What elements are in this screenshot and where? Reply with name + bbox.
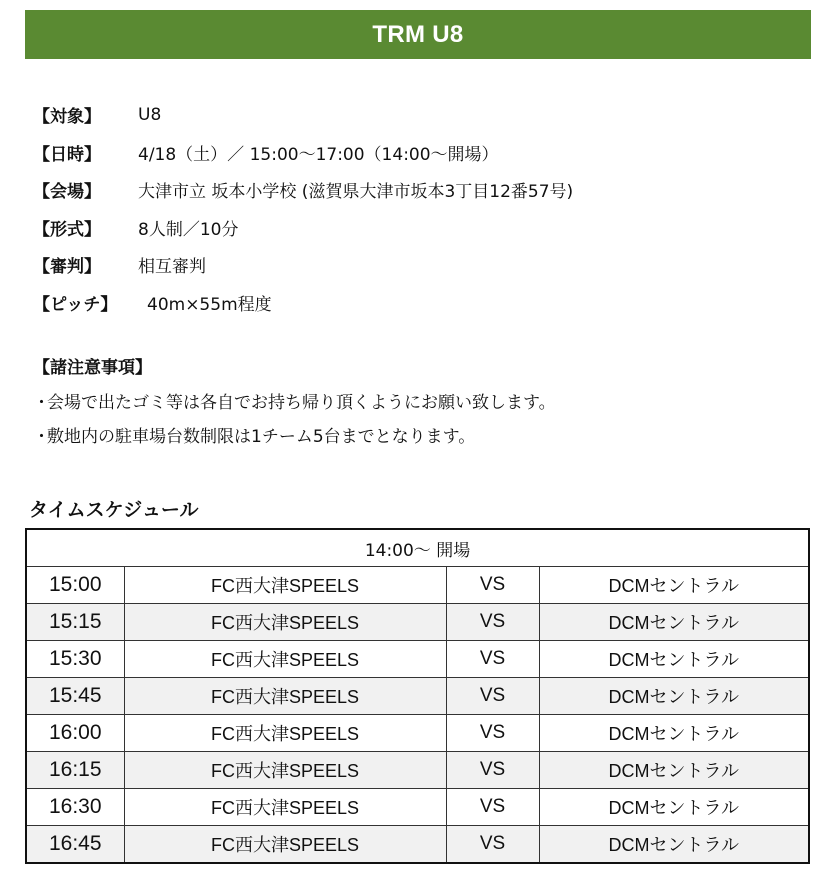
info-value: 8人制／10分 bbox=[138, 219, 239, 240]
home-team-cell: FC西大津SPEELS bbox=[124, 604, 446, 641]
info-row-format bbox=[33, 209, 793, 247]
time-cell: 15:30 bbox=[26, 641, 124, 678]
table-row bbox=[26, 826, 809, 864]
table-row bbox=[26, 752, 809, 789]
time-cell: 16:30 bbox=[26, 789, 124, 826]
info-value: 大津市立 坂本小学校 (滋賀県大津市坂本3丁目12番57号) bbox=[138, 182, 574, 203]
notes-heading: 【諸注意事項】 bbox=[33, 357, 152, 378]
time-cell: 15:15 bbox=[26, 604, 124, 641]
info-value: 40m×55m程度 bbox=[147, 294, 272, 315]
away-team-cell: DCMセントラル bbox=[539, 715, 809, 752]
title-banner bbox=[25, 10, 811, 59]
info-label: 【審判】 bbox=[33, 257, 101, 278]
opening-row bbox=[26, 529, 809, 567]
info-row-pitch bbox=[33, 284, 793, 322]
away-team-cell: DCMセントラル bbox=[539, 752, 809, 789]
table-row bbox=[26, 567, 809, 604]
home-team-cell: FC西大津SPEELS bbox=[124, 641, 446, 678]
home-team-cell: FC西大津SPEELS bbox=[124, 567, 446, 604]
away-team-cell: DCMセントラル bbox=[539, 789, 809, 826]
table-row bbox=[26, 789, 809, 826]
time-cell: 16:00 bbox=[26, 715, 124, 752]
info-value: U8 bbox=[138, 104, 162, 125]
info-row-target bbox=[33, 96, 793, 134]
vs-cell: VS bbox=[446, 752, 539, 789]
schedule-heading: タイムスケジュール bbox=[29, 498, 199, 521]
vs-cell: VS bbox=[446, 678, 539, 715]
info-label: 【対象】 bbox=[33, 107, 101, 128]
event-info bbox=[33, 96, 793, 321]
table-row bbox=[26, 715, 809, 752]
notes-section bbox=[33, 347, 803, 451]
away-team-cell: DCMセントラル bbox=[539, 604, 809, 641]
vs-cell: VS bbox=[446, 789, 539, 826]
table-row bbox=[26, 641, 809, 678]
table-row bbox=[26, 604, 809, 641]
home-team-cell: FC西大津SPEELS bbox=[124, 789, 446, 826]
page-title: TRM U8 bbox=[372, 20, 464, 48]
away-team-cell: DCMセントラル bbox=[539, 567, 809, 604]
info-row-venue bbox=[33, 171, 793, 209]
info-label: 【形式】 bbox=[33, 219, 101, 240]
time-cell: 15:45 bbox=[26, 678, 124, 715]
vs-cell: VS bbox=[446, 604, 539, 641]
vs-cell: VS bbox=[446, 715, 539, 752]
opening-cell: 14:00〜 開場 bbox=[26, 529, 809, 567]
note-item bbox=[33, 383, 803, 417]
time-cell: 15:00 bbox=[26, 567, 124, 604]
table-row bbox=[26, 678, 809, 715]
info-label: 【会場】 bbox=[33, 182, 101, 203]
vs-cell: VS bbox=[446, 826, 539, 864]
time-cell: 16:45 bbox=[26, 826, 124, 864]
info-value: 4/18（土）／ 15:00〜17:00（14:00〜開場） bbox=[138, 144, 499, 165]
away-team-cell: DCMセントラル bbox=[539, 678, 809, 715]
note-item bbox=[33, 417, 803, 451]
home-team-cell: FC西大津SPEELS bbox=[124, 826, 446, 864]
note-text: 敷地内の駐車場台数制限は1チーム5台までとなります。 bbox=[47, 426, 476, 447]
away-team-cell: DCMセントラル bbox=[539, 641, 809, 678]
info-label: 【ピッチ】 bbox=[33, 294, 118, 315]
home-team-cell: FC西大津SPEELS bbox=[124, 752, 446, 789]
note-text: 会場で出たゴミ等は各自でお持ち帰り頂くようにお願い致します。 bbox=[47, 392, 556, 413]
info-row-datetime bbox=[33, 134, 793, 172]
bullet-icon: ・ bbox=[33, 392, 50, 413]
home-team-cell: FC西大津SPEELS bbox=[124, 678, 446, 715]
away-team-cell: DCMセントラル bbox=[539, 826, 809, 864]
schedule-table bbox=[25, 528, 810, 864]
home-team-cell: FC西大津SPEELS bbox=[124, 715, 446, 752]
info-label: 【日時】 bbox=[33, 144, 101, 165]
info-row-referee bbox=[33, 246, 793, 284]
info-value: 相互審判 bbox=[138, 257, 206, 278]
time-cell: 16:15 bbox=[26, 752, 124, 789]
vs-cell: VS bbox=[446, 641, 539, 678]
vs-cell: VS bbox=[446, 567, 539, 604]
bullet-icon: ・ bbox=[33, 426, 50, 447]
